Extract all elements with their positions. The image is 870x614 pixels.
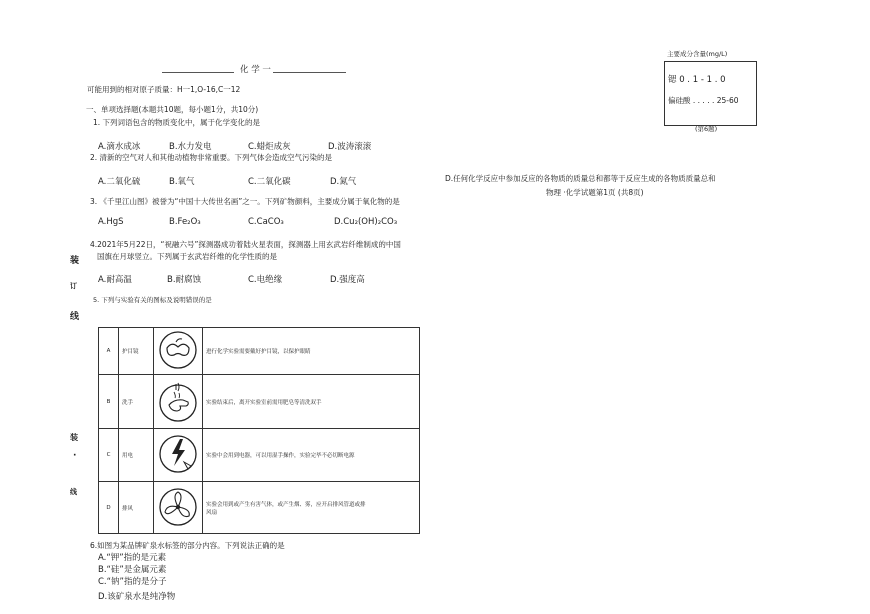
- row-description: 实验中会用到电器，可以用湿手操作，实验完毕不必切断电源: [203, 429, 420, 482]
- row-key: C: [99, 429, 119, 482]
- row-key: B: [99, 375, 119, 429]
- binding-label: 装: [70, 256, 80, 266]
- label-row: 锶 0 . 1 - 1 . 0: [668, 75, 726, 85]
- label-box-caption: (第6题): [695, 125, 718, 133]
- table-row: [99, 482, 420, 534]
- binding-label: 线: [70, 488, 77, 496]
- q4-option-d: D.强度高: [330, 275, 365, 285]
- q2-option-c: C.二氧化碳: [248, 177, 291, 187]
- row-name: 排风: [119, 482, 154, 534]
- section-heading: 一、单项选择题(本题共10题，每小题1分，共10分): [86, 105, 259, 114]
- q1-option-b: B.水力发电: [169, 142, 212, 152]
- q6-option-c: C.“钠”指的是分子: [98, 577, 167, 587]
- table-row: [99, 375, 420, 429]
- question-2-stem: 2. 清新的空气对人和其他动植物非常重要。下列气体会造成空气污染的是: [90, 153, 333, 162]
- question-6-stem: 6.如图为某品牌矿泉水标签的部分内容。下列说法正确的是: [90, 541, 285, 550]
- q3-option-c: C.CaCO₃: [248, 217, 284, 227]
- question-4-stem-line2: 国旗在月球竖立。下列属于玄武岩纤维的化学性质的是: [97, 252, 277, 261]
- q2-option-d: D.氮气: [330, 177, 357, 187]
- q4-option-b: B.耐腐蚀: [167, 275, 202, 285]
- question-3-stem: 3. 《千里江山图》被誉为“中国十大传世名画”之一。下列矿物颜料，主要成分属于氧化物的是: [90, 197, 400, 206]
- q3-option-b: B.Fe₂O₃: [169, 217, 201, 227]
- q2-option-a: A.二氧化硫: [98, 177, 141, 187]
- row-key: A: [99, 328, 119, 375]
- electricity-icon: [154, 429, 203, 482]
- question-5-stem: 5. 下列与实验有关的图标及说明错误的是: [93, 296, 212, 304]
- row-key: D: [99, 482, 119, 534]
- binding-label: 订: [70, 282, 77, 290]
- page-title: 化 学 一: [240, 65, 271, 75]
- table-row: [99, 328, 420, 375]
- q2-option-b: B.氧气: [169, 177, 195, 187]
- q3-option-a: A.HgS: [98, 217, 124, 227]
- q6-option-b: B.“硅”是金属元素: [98, 565, 167, 575]
- row-description: 实验结束后，离开实验室前需用肥皂等清洗双手: [203, 375, 420, 429]
- hand-washing-icon: [154, 375, 203, 429]
- q6-option-d: D.该矿泉水是纯净物: [98, 592, 176, 602]
- label-box-header: 主要成分含量(mg/L): [667, 50, 728, 58]
- q1-option-a: A.滴水成冰: [98, 142, 141, 152]
- row-name: 护目镜: [119, 328, 154, 375]
- atomic-masses: 可能用到的相对原子质量：H一1,O-16,C一12: [87, 85, 241, 94]
- q4-option-a: A.耐高温: [98, 275, 132, 285]
- binding-label: ·: [73, 451, 77, 461]
- title-rule-left: [162, 72, 234, 73]
- q-option-d-statement: D.任何化学反应中参加反应的各物质的质量总和都等于反应生成的各物质质量总和: [445, 174, 716, 183]
- q1-option-d: D.波涛滚滚: [328, 142, 372, 152]
- q1-option-c: C.蜡炬成灰: [248, 142, 291, 152]
- label-row: 偏硅酸 . . . . . 25-60: [668, 96, 739, 105]
- row-name: 洗手: [119, 375, 154, 429]
- q4-option-c: C.电绝缘: [248, 275, 283, 285]
- row-description: 进行化学实验需要戴好护目镜，以保护眼睛: [203, 328, 420, 375]
- binding-label: 线: [70, 312, 80, 322]
- mineral-water-label: [664, 61, 757, 126]
- q3-option-d: D.Cu₂(OH)₂CO₃: [334, 217, 398, 227]
- q6-option-a: A.“钾”指的是元素: [98, 553, 167, 563]
- table-row: [99, 429, 420, 482]
- title-rule-right: [273, 72, 346, 73]
- row-description: 实验会用到或产生有害气体，或产生烟、雾，应开启排风管道或排 风扇: [203, 482, 420, 534]
- question-1-stem: 1. 下列词语包含的物质变化中，属于化学变化的是: [93, 118, 261, 127]
- fan-icon: [154, 482, 203, 534]
- goggles-icon: [154, 328, 203, 375]
- question-4-stem-line1: 4.2021年5月22日，“祝融六号”探测器成功着陆火星表面，探测器上用玄武岩纤维制成的中国: [90, 240, 401, 249]
- safety-table: [98, 327, 420, 534]
- binding-label: 装: [70, 433, 78, 442]
- page-footer: 物理 ·化学试题第1页 (共8页): [546, 188, 644, 197]
- row-name: 用电: [119, 429, 154, 482]
